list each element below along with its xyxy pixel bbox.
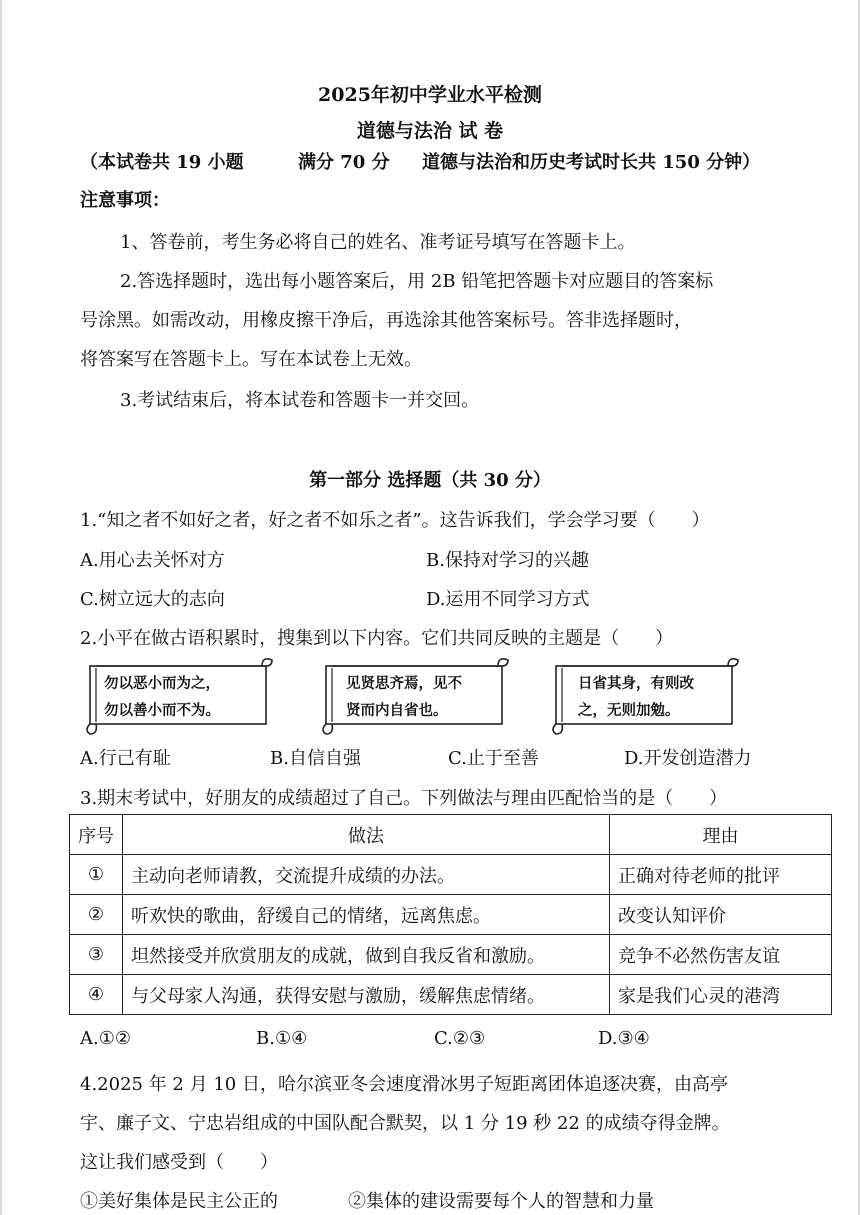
q2-option-c: C.止于至善 [448,748,539,769]
notes-item-3: 3.考试结束后，将本试卷和答题卡一并交回。 [120,390,480,411]
table-cell-reason: 家是我们心灵的港湾 [610,975,832,1015]
q1-option-b: B.保持对学习的兴趣 [426,550,589,571]
table-row [70,895,832,935]
q3-option-d: D.③④ [598,1028,650,1049]
q2-scroll-1 [82,654,278,736]
scroll-1-line-2: 勿以善小而不为。 [104,702,220,719]
table-cell-reason: 正确对待老师的批评 [610,855,832,895]
q3-option-c: C.②③ [434,1028,486,1049]
notes-item-2-line-1: 2.答选择题时，选出每小题答案后，用 2B 铅笔把答题卡对应题目的答案标 [120,271,714,292]
q4-stem-line-1: 4.2025 年 2 月 10 日，哈尔滨亚冬会速度滑冰男子短距离团体追逐决赛，由高亭 [80,1074,728,1095]
scroll-3-line-1: 日省其身，有则改 [578,675,694,692]
exam-info-count: （本试卷共 19 小题 [80,152,244,173]
exam-title: 2025年初中学业水平检测 [318,84,542,106]
q3-option-b: B.①④ [256,1028,308,1049]
notes-item-2-line-2: 号涂黑。如需改动，用橡皮擦干净后，再选涂其他答案标号。答非选择题时， [80,310,692,331]
q1-option-d: D.运用不同学习方式 [426,589,590,610]
table-cell-action: 坦然接受并欣赏朋友的成就，做到自我反省和激励。 [123,935,610,975]
q1-option-c: C.树立远大的志向 [80,589,225,610]
q2-stem: 2.小平在做古语积累时，搜集到以下内容。它们共同反映的主题是（ ） [80,628,674,649]
q4-stem-line-3: 这让我们感受到（ ） [80,1152,278,1173]
exam-subject: 道德与法治 试 卷 [356,120,504,142]
q3-table [69,814,832,1015]
q3-stem: 3.期末考试中，好朋友的成绩超过了自己。下列做法与理由匹配恰当的是（ ） [80,788,728,809]
q1-stem: 1.“知之者不如好之者，好之者不如乐之者”。这告诉我们，学会学习要（ ） [80,510,710,531]
notes-heading: 注意事项： [80,190,170,211]
table-cell-reason: 改变认知评价 [610,895,832,935]
table-row [70,855,832,895]
q4-option-1: ①美好集体是民主公正的 [80,1191,278,1212]
table-cell-reason: 竞争不必然伤害友谊 [610,935,832,975]
notes-item-1: 1、答卷前，考生务必将自己的姓名、准考证号填写在答题卡上。 [120,232,636,253]
table-cell-number: ③ [70,935,123,975]
table-cell-number: ④ [70,975,123,1015]
scroll-1-line-1: 勿以恶小而为之， [104,675,220,692]
notes-item-2-line-3: 将答案写在答题卡上。写在本试卷上无效。 [80,349,422,370]
q4-stem-line-2: 宇、廉子文、宁忠岩组成的中国队配合默契，以 1 分 19 秒 22 的成绩夺得金牌。 [80,1113,730,1134]
table-row [70,975,832,1015]
table-cell-number: ② [70,895,123,935]
q2-option-b: B.自信自强 [270,748,361,769]
table-cell-number: ① [70,855,123,895]
q2-option-d: D.开发创造潜力 [624,748,752,769]
table-header-cell: 理由 [610,815,832,855]
table-header-row [70,815,832,855]
scroll-2-line-1: 见贤思齐焉，见不 [346,675,462,692]
scroll-3-line-2: 之，无则加勉。 [578,702,680,719]
q2-scroll-2 [318,654,514,736]
table-cell-action: 主动向老师请教，交流提升成绩的办法。 [123,855,610,895]
table-cell-action: 与父母家人沟通，获得安慰与激励，缓解焦虑情绪。 [123,975,610,1015]
q3-option-a: A.①② [80,1028,131,1049]
section-1-heading: 第一部分 选择题（共 30 分） [309,470,551,491]
table-cell-action: 听欢快的歌曲，舒缓自己的情绪，远离焦虑。 [123,895,610,935]
page-left-edge [0,0,2,1215]
q1-option-a: A.用心去关怀对方 [80,550,225,571]
table-header-cell: 序号 [70,815,123,855]
exam-info-time: 道德与法治和历史考试时长共 150 分钟） [422,152,761,173]
q2-option-a: A.行己有耻 [80,748,171,769]
table-row [70,935,832,975]
table-header-cell: 做法 [123,815,610,855]
q4-option-2: ②集体的建设需要每个人的智慧和力量 [348,1191,654,1212]
exam-info-score: 满分 70 分 [298,152,390,173]
scroll-2-line-2: 贤而内自省也。 [346,702,448,719]
q2-scroll-3 [548,654,744,736]
